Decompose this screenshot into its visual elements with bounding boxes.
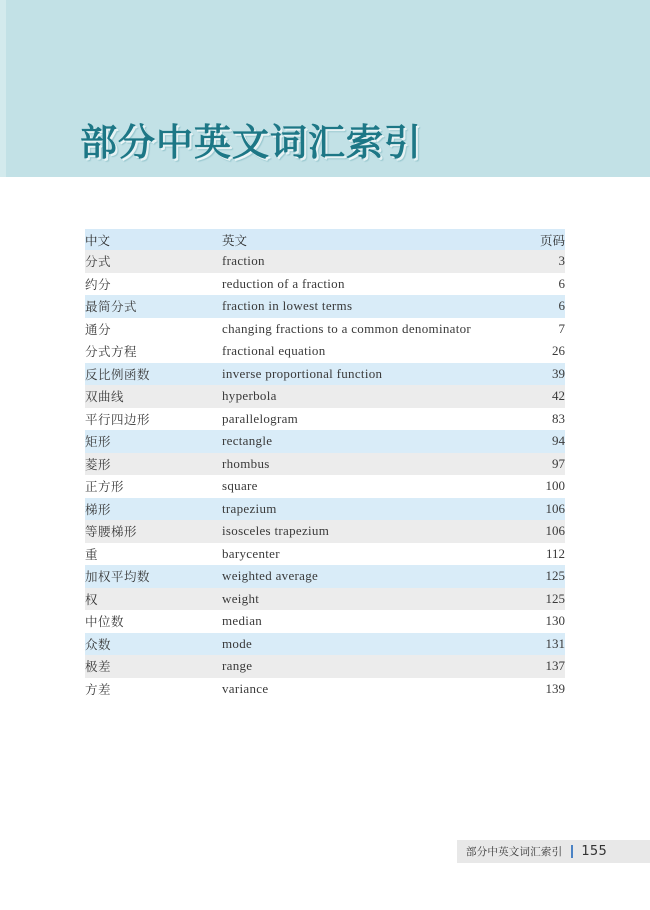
cell-page-number: 42 bbox=[552, 388, 565, 404]
cell-page-number: 6 bbox=[558, 275, 565, 291]
table-row bbox=[85, 498, 565, 521]
cell-chinese-term: 极差 bbox=[85, 659, 112, 675]
cell-chinese-term: 分式 bbox=[85, 254, 112, 270]
cell-chinese-term: 中位数 bbox=[85, 614, 125, 630]
cell-english-term: reduction of a fraction bbox=[222, 275, 345, 291]
table-row bbox=[85, 610, 565, 633]
cell-chinese-term: 平行四边形 bbox=[85, 411, 151, 427]
column-header-chinese: 中文 bbox=[85, 232, 111, 248]
cell-page-number: 3 bbox=[558, 253, 565, 269]
cell-page-number: 131 bbox=[545, 635, 565, 651]
footer-section-label: 部分中英文词汇索引 bbox=[466, 846, 563, 858]
cell-page-number: 112 bbox=[545, 545, 565, 561]
table-row bbox=[85, 565, 565, 588]
table-row bbox=[85, 453, 565, 476]
cell-page-number: 106 bbox=[545, 500, 565, 516]
cell-english-term: inverse proportional function bbox=[222, 365, 383, 381]
cell-english-term: fraction in lowest terms bbox=[222, 298, 353, 314]
cell-english-term: changing fractions to a common denominator bbox=[222, 320, 472, 336]
cell-page-number: 100 bbox=[545, 478, 565, 494]
table-row bbox=[85, 633, 565, 656]
footer-page-number: 155 bbox=[581, 844, 608, 859]
cell-chinese-term: 分式方程 bbox=[85, 344, 138, 360]
cell-english-term: variance bbox=[222, 680, 269, 696]
cell-english-term: barycenter bbox=[222, 545, 280, 561]
cell-english-term: mode bbox=[222, 635, 253, 651]
cell-chinese-term: 最简分式 bbox=[85, 299, 138, 315]
table-row bbox=[85, 385, 565, 408]
cell-page-number: 137 bbox=[545, 658, 565, 674]
table-row bbox=[85, 520, 565, 543]
cell-page-number: 6 bbox=[558, 298, 565, 314]
cell-page-number: 106 bbox=[545, 523, 565, 539]
table-row bbox=[85, 408, 565, 431]
cell-chinese-term: 重 bbox=[85, 546, 99, 562]
table-row bbox=[85, 363, 565, 386]
table-row bbox=[85, 250, 565, 273]
cell-english-term: fractional equation bbox=[222, 343, 326, 359]
footer-separator-bar bbox=[571, 845, 573, 858]
cell-chinese-term: 正方形 bbox=[85, 479, 125, 495]
table-row bbox=[85, 318, 565, 341]
cell-page-number: 94 bbox=[552, 433, 565, 449]
cell-page-number: 97 bbox=[552, 455, 565, 471]
cell-chinese-term: 菱形 bbox=[85, 456, 112, 472]
cell-chinese-term: 梯形 bbox=[85, 501, 112, 517]
cell-chinese-term: 约分 bbox=[85, 276, 112, 292]
column-header-english: 英文 bbox=[222, 232, 248, 248]
table-row bbox=[85, 295, 565, 318]
cell-page-number: 26 bbox=[552, 343, 565, 359]
cell-english-term: weight bbox=[222, 590, 260, 606]
table-row bbox=[85, 655, 565, 678]
cell-page-number: 125 bbox=[545, 590, 565, 606]
cell-page-number: 83 bbox=[552, 410, 565, 426]
cell-english-term: rectangle bbox=[222, 433, 273, 449]
table-row bbox=[85, 588, 565, 611]
page-header-banner bbox=[0, 0, 650, 177]
cell-chinese-term: 权 bbox=[85, 591, 99, 607]
cell-english-term: fraction bbox=[222, 253, 265, 269]
cell-page-number: 139 bbox=[545, 680, 565, 696]
table-row bbox=[85, 678, 565, 701]
page-title: 部分中英文词汇索引 bbox=[80, 120, 422, 164]
cell-english-term: square bbox=[222, 478, 258, 494]
table-row bbox=[85, 273, 565, 296]
cell-english-term: hyperbola bbox=[222, 388, 277, 404]
table-row bbox=[85, 543, 565, 566]
cell-chinese-term: 双曲线 bbox=[85, 389, 125, 405]
cell-english-term: trapezium bbox=[222, 500, 277, 516]
cell-page-number: 39 bbox=[552, 365, 565, 381]
cell-english-term: isosceles trapezium bbox=[222, 523, 330, 539]
cell-chinese-term: 方差 bbox=[85, 681, 112, 697]
cell-page-number: 125 bbox=[545, 568, 565, 584]
table-row bbox=[85, 475, 565, 498]
table-row bbox=[85, 430, 565, 453]
cell-english-term: range bbox=[222, 658, 253, 674]
cell-chinese-term: 反比例函数 bbox=[85, 366, 151, 382]
cell-english-term: median bbox=[222, 613, 263, 629]
header-left-accent-strip bbox=[0, 0, 6, 177]
cell-english-term: rhombus bbox=[222, 455, 270, 471]
cell-page-number: 7 bbox=[558, 320, 565, 336]
page-footer bbox=[457, 840, 650, 863]
cell-chinese-term: 等腰梯形 bbox=[85, 524, 138, 540]
table-header bbox=[85, 229, 565, 250]
glossary-index-table bbox=[85, 229, 565, 700]
cell-page-number: 130 bbox=[545, 613, 565, 629]
cell-chinese-term: 矩形 bbox=[85, 434, 112, 450]
table-body bbox=[85, 250, 565, 700]
cell-chinese-term: 加权平均数 bbox=[85, 569, 151, 585]
table-header-row bbox=[85, 229, 565, 250]
column-header-page: 页码 bbox=[539, 232, 565, 248]
cell-chinese-term: 通分 bbox=[85, 321, 112, 337]
cell-english-term: parallelogram bbox=[222, 410, 299, 426]
cell-english-term: weighted average bbox=[222, 568, 319, 584]
cell-chinese-term: 众数 bbox=[85, 636, 112, 652]
table-row bbox=[85, 340, 565, 363]
